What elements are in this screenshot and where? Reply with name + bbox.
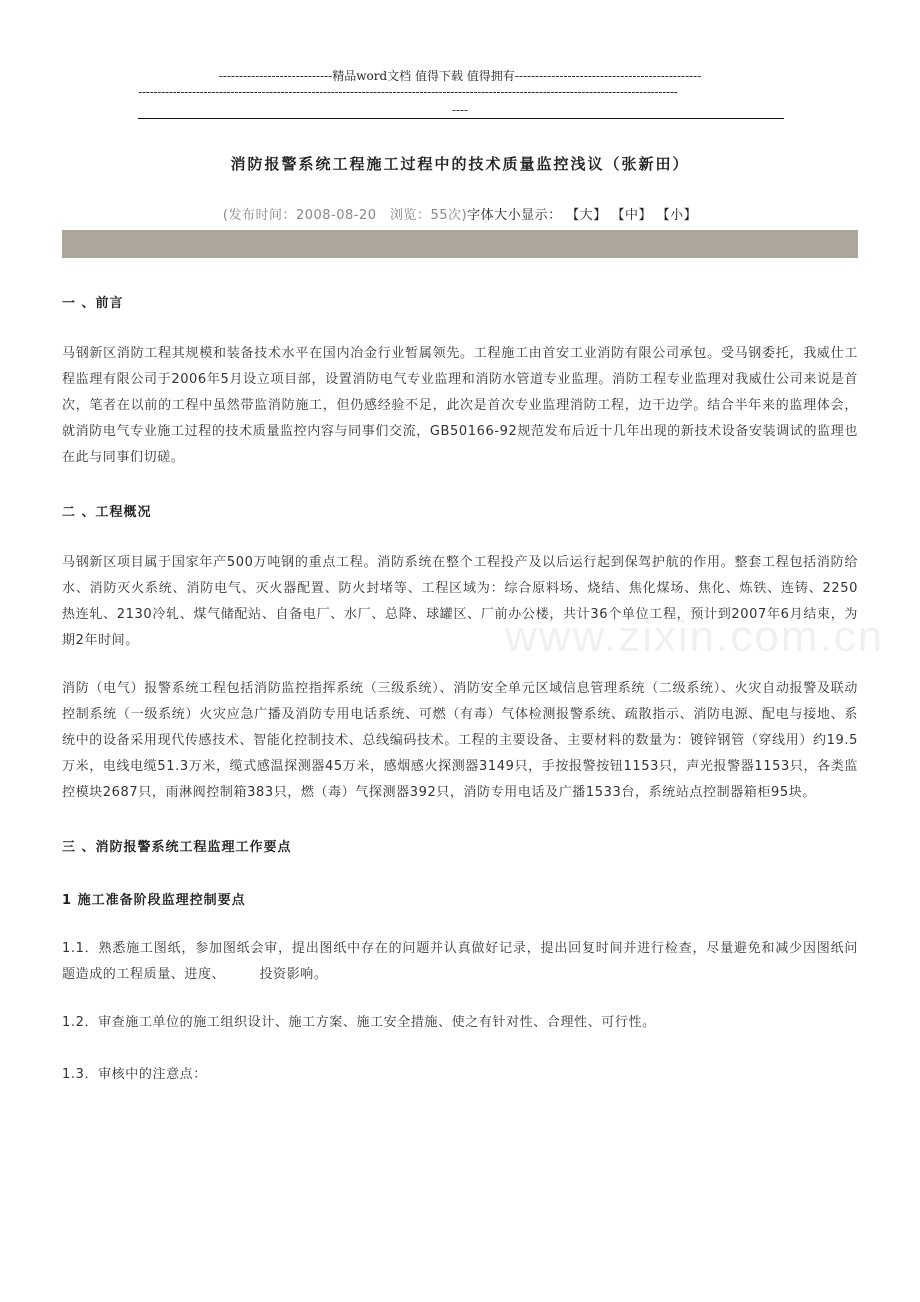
subsection-heading-preparation: 1 施工准备阶段监理控制要点 bbox=[62, 893, 246, 908]
paragraph-item-1-1: 1.1．熟悉施工图纸，参加图纸会审，提出图纸中存在的问题并认真做好记录，提出回复时间并进行检查，尽量避免和减少因图纸问题造成的工程质量、进度、 投资影响。 bbox=[62, 941, 858, 982]
page-header-dashes: -------------------------------------------------------------------------------------------------------------------------------------------- bbox=[138, 85, 678, 99]
font-size-small-link[interactable]: 【小】 bbox=[656, 208, 698, 223]
section-heading-supervision: 三 、消防报警系统工程监理工作要点 bbox=[62, 840, 292, 855]
paragraph-item-1-3: 1.3．审核中的注意点： bbox=[62, 1067, 207, 1082]
section-heading-preface: 一 、前言 bbox=[62, 296, 124, 311]
paragraph-preface: 马钢新区消防工程其规模和装备技术水平在国内冶金行业暂属领先。工程施工由首安工业消防有限公司承包。受马钢委托，我威仕工程监理有限公司于2006年5月设立项目部，设置消防电气专业监理和消防水管道专业监理。消防工程专业监理对我威仕公司来说是首次，笔者在以前的工程中虽然带监消防施工，但仍感经验不足，此次是首次专业监理消防工程，边干边学。结合半年来的监理体会，就消防电气专业施工过程的技术质量监控内容与同事们交流，GB50166-92规范发布后近十几年出现的新技术设备安装调试的监理也在此与同事们切磋。 bbox=[62, 346, 858, 465]
page-header-line: ----------------------------精品word文档 值得下载 值得拥有---------------------------------------------- bbox=[218, 69, 702, 83]
paragraph-overview: 马钢新区项目属于国家年产500万吨钢的重点工程。消防系统在整个工程投产及以后运行起到保驾护航的作用。整套工程包括消防给水、消防灭火系统、消防电气、灭火器配置、防火封堵等、工程区域为：综合原料场、烧结、焦化煤场、焦化、炼铁、连铸、2250热连轧、2130冷轧、煤气储配站、自备电厂、水厂、总降、球罐区、厂前办公楼，共计36个单位工程，预计到2007年6月结束，为期2年时间。 bbox=[62, 555, 858, 648]
paragraph-system-scope: 消防（电气）报警系统工程包括消防监控指挥系统（三级系统）、消防安全单元区域信息管理系统（二级系统）、火灾自动报警及联动控制系统（一级系统）火灾应急广播及消防专用电话系统、可燃（有毒）气体检测报警系统、疏散指示、消防电源、配电与接地、系统中的设备采用现代传感技术、智能化控制技术、总线编码技术。工程的主要设备、主要材料的数量为：镀锌钢管（穿线用）约19.5万米，电线电缆51.3万米，缆式感温探测器45万米，感烟感火探测器3149只，手按报警按钮1153只，声光报警器1153只，各类监控模块2687只，雨淋阀控制箱383只，燃（毒）气探测器392只，消防专用电话及广播1533台，系统站点控制器箱柜95块。 bbox=[62, 681, 858, 800]
article-meta bbox=[0, 204, 920, 223]
article-body bbox=[62, 292, 858, 1088]
divider-band bbox=[62, 230, 858, 258]
paragraph-item-1-2: 1.2．审查施工单位的施工组织设计、施工方案、施工安全措施、使之有针对性、合理性、可行性。 bbox=[62, 1015, 656, 1030]
font-size-label: 字体大小显示： bbox=[467, 208, 562, 223]
font-size-large-link[interactable]: 【大】 bbox=[566, 208, 607, 223]
page-header-dashes-tail: ---- bbox=[451, 103, 469, 117]
section-heading-overview: 二 、工程概况 bbox=[62, 505, 152, 520]
article-title: 消防报警系统工程施工过程中的技术质量监控浅议（张新田） bbox=[230, 155, 690, 173]
watermark: www.zixin.com.cn bbox=[505, 612, 885, 661]
header-rule bbox=[138, 118, 784, 119]
publish-info: (发布时间：2008-08-20 浏览：55次) bbox=[222, 208, 468, 223]
font-size-medium-link[interactable]: 【中】 bbox=[611, 208, 652, 223]
